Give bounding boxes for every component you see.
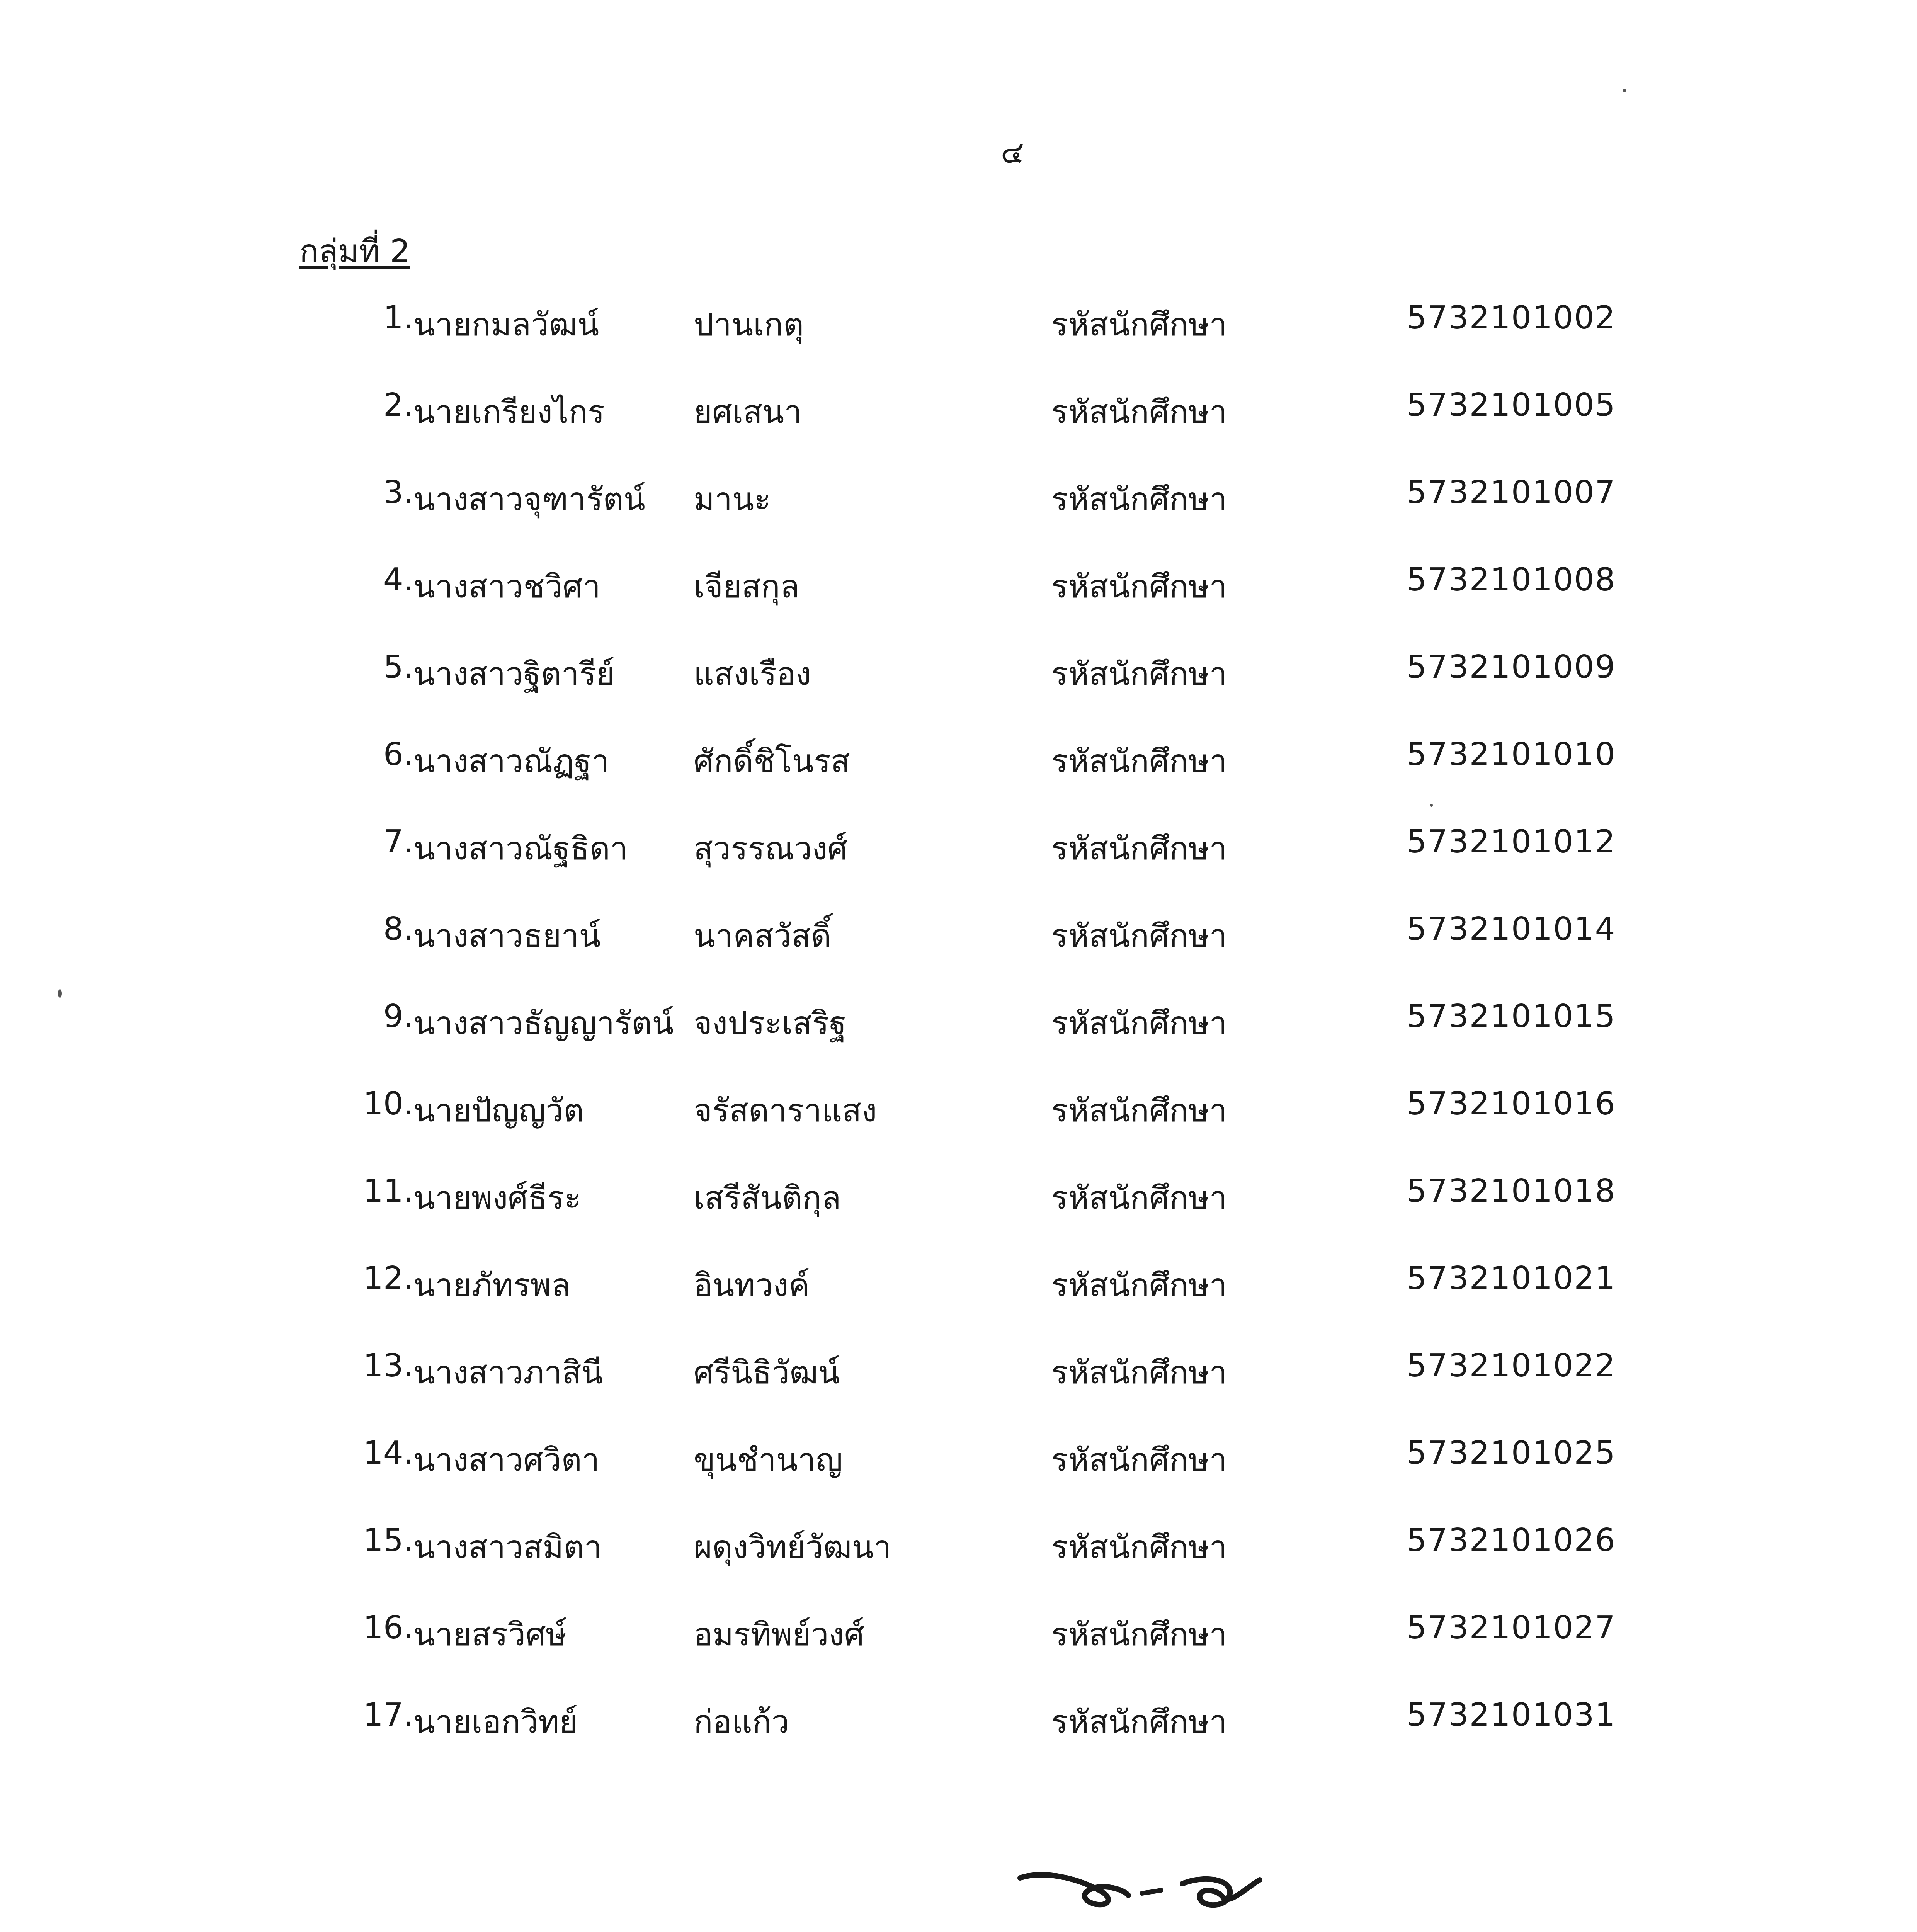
- student-row: [0, 1260, 1917, 1306]
- student-row: [0, 1347, 1917, 1394]
- student-id: 5732101026: [1407, 1522, 1616, 1559]
- student-first-name: นางสาวฐิตารีย์: [413, 656, 615, 692]
- student-id-label: รหัสนักศึกษา: [1051, 743, 1227, 780]
- student-row: [0, 299, 1917, 346]
- student-id-label: รหัสนักศึกษา: [1051, 568, 1227, 605]
- student-number: 7.: [383, 823, 413, 860]
- page-number: ๔: [1000, 134, 1024, 170]
- student-id: 5732101025: [1407, 1435, 1616, 1471]
- student-number: 6.: [383, 736, 413, 773]
- scan-speck: [1623, 89, 1626, 92]
- scan-speck: [1430, 804, 1433, 807]
- student-first-name: นายสรวิศษ์: [413, 1616, 567, 1653]
- student-last-name: ยศเสนา: [694, 394, 802, 430]
- student-row: [0, 1173, 1917, 1219]
- student-number: 5.: [383, 649, 413, 685]
- student-id: 5732101027: [1407, 1609, 1616, 1646]
- student-id: 5732101018: [1407, 1173, 1616, 1209]
- student-first-name: นางสาวธัญญารัตน์: [413, 1005, 674, 1042]
- student-id-label: รหัสนักศึกษา: [1051, 1704, 1227, 1740]
- student-last-name: ก่อแก้ว: [694, 1704, 789, 1740]
- student-row: [0, 1609, 1917, 1656]
- student-id: 5732101012: [1407, 823, 1616, 860]
- student-id-label: รหัสนักศึกษา: [1051, 830, 1227, 867]
- student-first-name: นางสาวชวิศา: [413, 568, 601, 605]
- student-id: 5732101016: [1407, 1085, 1616, 1122]
- student-last-name: เจียสกุล: [694, 568, 800, 605]
- student-row: [0, 387, 1917, 433]
- student-row: [0, 561, 1917, 608]
- student-row: [0, 1522, 1917, 1568]
- student-id-label: รหัสนักศึกษา: [1051, 1442, 1227, 1478]
- student-number: 8.: [383, 911, 413, 947]
- student-id: 5732101007: [1407, 474, 1616, 511]
- student-id-label: รหัสนักศึกษา: [1051, 1005, 1227, 1042]
- student-number: 1.: [383, 299, 413, 336]
- group-title: กลุ่มที่ 2: [299, 233, 410, 270]
- student-number: 13.: [363, 1347, 413, 1384]
- student-last-name: สุวรรณวงศ์: [694, 830, 848, 867]
- student-id: 5732101002: [1407, 299, 1616, 336]
- student-row: [0, 1435, 1917, 1481]
- student-number: 10.: [363, 1085, 413, 1122]
- student-last-name: แสงเรือง: [694, 656, 811, 692]
- student-id: 5732101022: [1407, 1347, 1616, 1384]
- student-row: [0, 649, 1917, 695]
- student-id-label: รหัสนักศึกษา: [1051, 656, 1227, 692]
- scan-speck: [58, 989, 62, 998]
- student-number: 12.: [363, 1260, 413, 1297]
- student-number: 16.: [363, 1609, 413, 1646]
- student-number: 2.: [383, 387, 413, 423]
- student-id-label: รหัสนักศึกษา: [1051, 1354, 1227, 1391]
- student-id-label: รหัสนักศึกษา: [1051, 1529, 1227, 1566]
- signature-image: [1012, 1855, 1283, 1917]
- student-id: 5732101014: [1407, 911, 1616, 947]
- student-last-name: ผดุงวิทย์วัฒนา: [694, 1529, 891, 1566]
- student-id-label: รหัสนักศึกษา: [1051, 1616, 1227, 1653]
- student-number: 11.: [363, 1173, 413, 1209]
- student-first-name: นายเอกวิทย์: [413, 1704, 578, 1740]
- student-last-name: ศักดิ์ชิโนรส: [694, 743, 850, 780]
- student-id-label: รหัสนักศึกษา: [1051, 481, 1227, 518]
- student-first-name: นางสาวณัฐธิดา: [413, 830, 628, 867]
- student-last-name: นาคสวัสดิ์: [694, 918, 832, 954]
- student-row: [0, 911, 1917, 957]
- student-first-name: นางสาวณัฏฐา: [413, 743, 609, 780]
- student-last-name: ศรีนิธิวัฒน์: [694, 1354, 840, 1391]
- student-id-label: รหัสนักศึกษา: [1051, 1267, 1227, 1304]
- student-first-name: นายปัญญวัต: [413, 1092, 584, 1129]
- student-first-name: นางสาวภาสินี: [413, 1354, 603, 1391]
- student-number: 9.: [383, 998, 413, 1035]
- student-id: 5732101009: [1407, 649, 1616, 685]
- student-first-name: นางสาวศวิตา: [413, 1442, 600, 1478]
- student-last-name: จงประเสริฐ: [694, 1005, 847, 1042]
- student-first-name: นายพงศ์ธีระ: [413, 1180, 582, 1216]
- student-id-label: รหัสนักศึกษา: [1051, 1180, 1227, 1216]
- student-row: [0, 1085, 1917, 1132]
- student-first-name: นายภัทรพล: [413, 1267, 571, 1304]
- student-row: [0, 1697, 1917, 1743]
- student-last-name: มานะ: [694, 481, 771, 518]
- student-row: [0, 474, 1917, 520]
- student-last-name: จรัสดาราแสง: [694, 1092, 877, 1129]
- student-first-name: นางสาวสมิตา: [413, 1529, 602, 1566]
- student-row: [0, 736, 1917, 782]
- student-first-name: นายกมลวัฒน์: [413, 306, 599, 343]
- student-id: 5732101015: [1407, 998, 1616, 1035]
- student-id: 5732101031: [1407, 1697, 1616, 1733]
- student-id-label: รหัสนักศึกษา: [1051, 918, 1227, 954]
- student-last-name: อมรทิพย์วงศ์: [694, 1616, 864, 1653]
- student-id-label: รหัสนักศึกษา: [1051, 306, 1227, 343]
- student-row: [0, 823, 1917, 870]
- student-last-name: เสรีสันติกุล: [694, 1180, 841, 1216]
- student-number: 14.: [363, 1435, 413, 1471]
- student-first-name: นางสาวจุฑารัตน์: [413, 481, 645, 518]
- student-first-name: นางสาวธยาน์: [413, 918, 601, 954]
- student-number: 17.: [363, 1697, 413, 1733]
- student-number: 15.: [363, 1522, 413, 1559]
- student-id: 5732101005: [1407, 387, 1616, 423]
- student-last-name: ขุนชำนาญ: [694, 1442, 843, 1478]
- student-number: 4.: [383, 561, 413, 598]
- student-id-label: รหัสนักศึกษา: [1051, 394, 1227, 430]
- student-row: [0, 998, 1917, 1044]
- student-number: 3.: [383, 474, 413, 511]
- student-id: 5732101010: [1407, 736, 1616, 773]
- student-id-label: รหัสนักศึกษา: [1051, 1092, 1227, 1129]
- student-first-name: นายเกรียงไกร: [413, 394, 605, 430]
- student-last-name: อินทวงค์: [694, 1267, 810, 1304]
- student-id: 5732101021: [1407, 1260, 1616, 1297]
- student-last-name: ปานเกตุ: [694, 306, 804, 343]
- student-id: 5732101008: [1407, 561, 1616, 598]
